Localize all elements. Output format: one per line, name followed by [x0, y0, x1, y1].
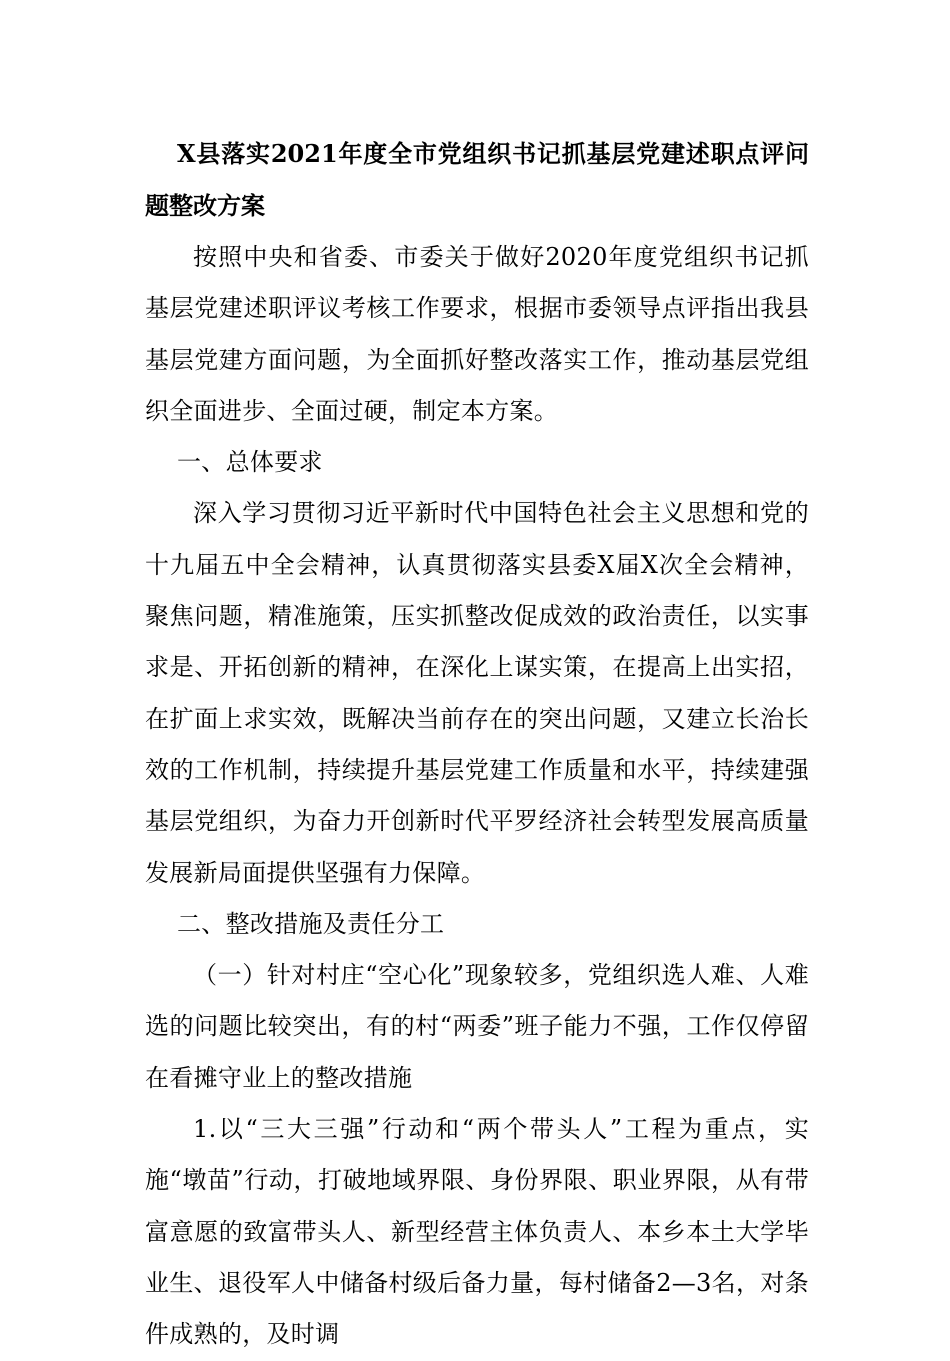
section-heading-overall-requirements: 一、总体要求: [177, 448, 323, 477]
document-body: [145, 128, 809, 1361]
subsection-heading-1: （一）针对村庄“空心化”现象较多，党组织选人难、人难选的问题比较突出，有的村“两委”班子能力不强，工作仅停留在看摊守业上的整改措施: [145, 961, 809, 1092]
paragraph-measure-1: 1.以“三大三强”行动和“两个带头人”工程为重点，实施“墩苗”行动，打破地域界限、身份界限、职业界限，从有带富意愿的致富带头人、新型经营主体负责人、本乡本土大学毕业生、退役军人中储备村级后备力量，每村储备2—3名，对条件成熟的，及时调: [145, 1115, 809, 1349]
document-title: X县落实2021年度全市党组织书记抓基层党建述职点评问题整改方案: [145, 139, 809, 220]
paragraph-overall-requirements: 深入学习贯彻习近平新时代中国特色社会主义思想和党的十九届五中全会精神，认真贯彻落实县委X届X次全会精神，聚焦问题，精准施策，压实抓整改促成效的政治责任，以实事求是、开拓创新的精神，在深化上谋实策，在提高上出实招，在扩面上求实效，既解决当前存在的突出问题，又建立长治长效的工作机制，持续提升基层党建工作质量和水平，持续建强基层党组织，为奋力开创新时代平罗经济社会转型发展高质量发展新局面提供坚强有力保障。: [145, 499, 809, 887]
paragraph-intro: 按照中央和省委、市委关于做好2020年度党组织书记抓基层党建述职评议考核工作要求，根据市委领导点评指出我县基层党建方面问题，为全面抓好整改落实工作，推动基层党组织全面进步、全面过硬，制定本方案。: [145, 243, 809, 425]
section-heading-rectification-measures: 二、整改措施及责任分工: [177, 909, 445, 938]
